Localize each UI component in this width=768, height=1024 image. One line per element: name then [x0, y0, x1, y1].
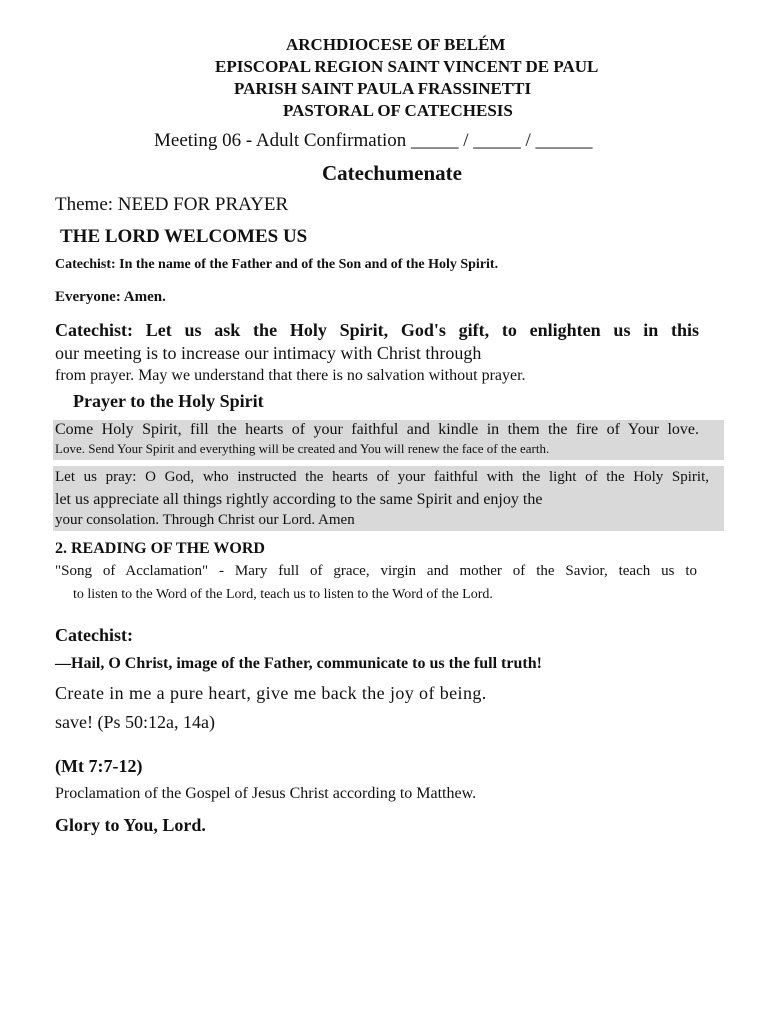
catechist-invocation: Catechist: In the name of the Father and of the Son and of the Holy Spirit.: [55, 257, 499, 272]
prayer-line-5: your consolation. Through Christ our Lord. Amen: [55, 512, 355, 528]
hail-christ-line: —Hail, O Christ, image of the Father, communicate to us the full truth!: [55, 655, 542, 672]
prayer-heading: Prayer to the Holy Spirit: [73, 391, 264, 411]
create-pure-heart-line: Create in me a pure heart, give me back the joy of being.: [55, 683, 487, 703]
meeting-purpose-line: our meeting is to increase our intimacy with Christ through: [55, 343, 482, 363]
salvation-line: from prayer. May we understand that there is no salvation without prayer.: [55, 367, 526, 384]
gospel-reference: (Mt 7:7-12): [55, 756, 143, 776]
reading-line-1: "Song of Acclamation" - Mary full of grace, virgin and mother of the Savior, teach us to: [55, 563, 697, 579]
reading-heading: 2. READING OF THE WORD: [55, 540, 265, 557]
header-pastoral: PASTORAL OF CATECHESIS: [283, 101, 513, 120]
theme-line: Theme: NEED FOR PRAYER: [55, 194, 289, 215]
header-archdiocese: ARCHDIOCESE OF BELÉM: [286, 35, 506, 54]
section-title: Catechumenate: [322, 161, 462, 185]
reading-line-2: to listen to the Word of the Lord, teach us to listen to the Word of the Lord.: [73, 587, 493, 602]
gospel-proclamation: Proclamation of the Gospel of Jesus Christ according to Matthew.: [55, 785, 477, 802]
everyone-amen: Everyone: Amen.: [55, 289, 166, 305]
prayer-line-1: Come Holy Spirit, fill the hearts of your faithful and kindle in them the fire of Your love.: [55, 421, 699, 438]
catechist-ask-line: Catechist: Let us ask the Holy Spirit, God's gift, to enlighten us in this: [55, 320, 699, 340]
catechist-label: Catechist:: [55, 625, 133, 645]
gospel-response: Glory to You, Lord.: [55, 815, 206, 835]
prayer-line-3: Let us pray: O God, who instructed the hearts of your faithful with the light of the Holy Spirit,: [55, 469, 709, 485]
header-episcopal-region: EPISCOPAL REGION SAINT VINCENT DE PAUL: [215, 57, 599, 76]
prayer-line-2: Love. Send Your Spirit and everything will be created and You will renew the face of the earth.: [55, 441, 550, 456]
prayer-line-4: let us appreciate all things rightly according to the same Spirit and enjoy the: [55, 491, 543, 508]
welcome-heading: THE LORD WELCOMES US: [60, 226, 308, 247]
meeting-line: Meeting 06 - Adult Confirmation _____ / _____ / ______: [154, 130, 593, 151]
psalm-reference-line: save! (Ps 50:12a, 14a): [55, 712, 215, 732]
header-parish: PARISH SAINT PAULA FRASSINETTI: [234, 79, 532, 98]
